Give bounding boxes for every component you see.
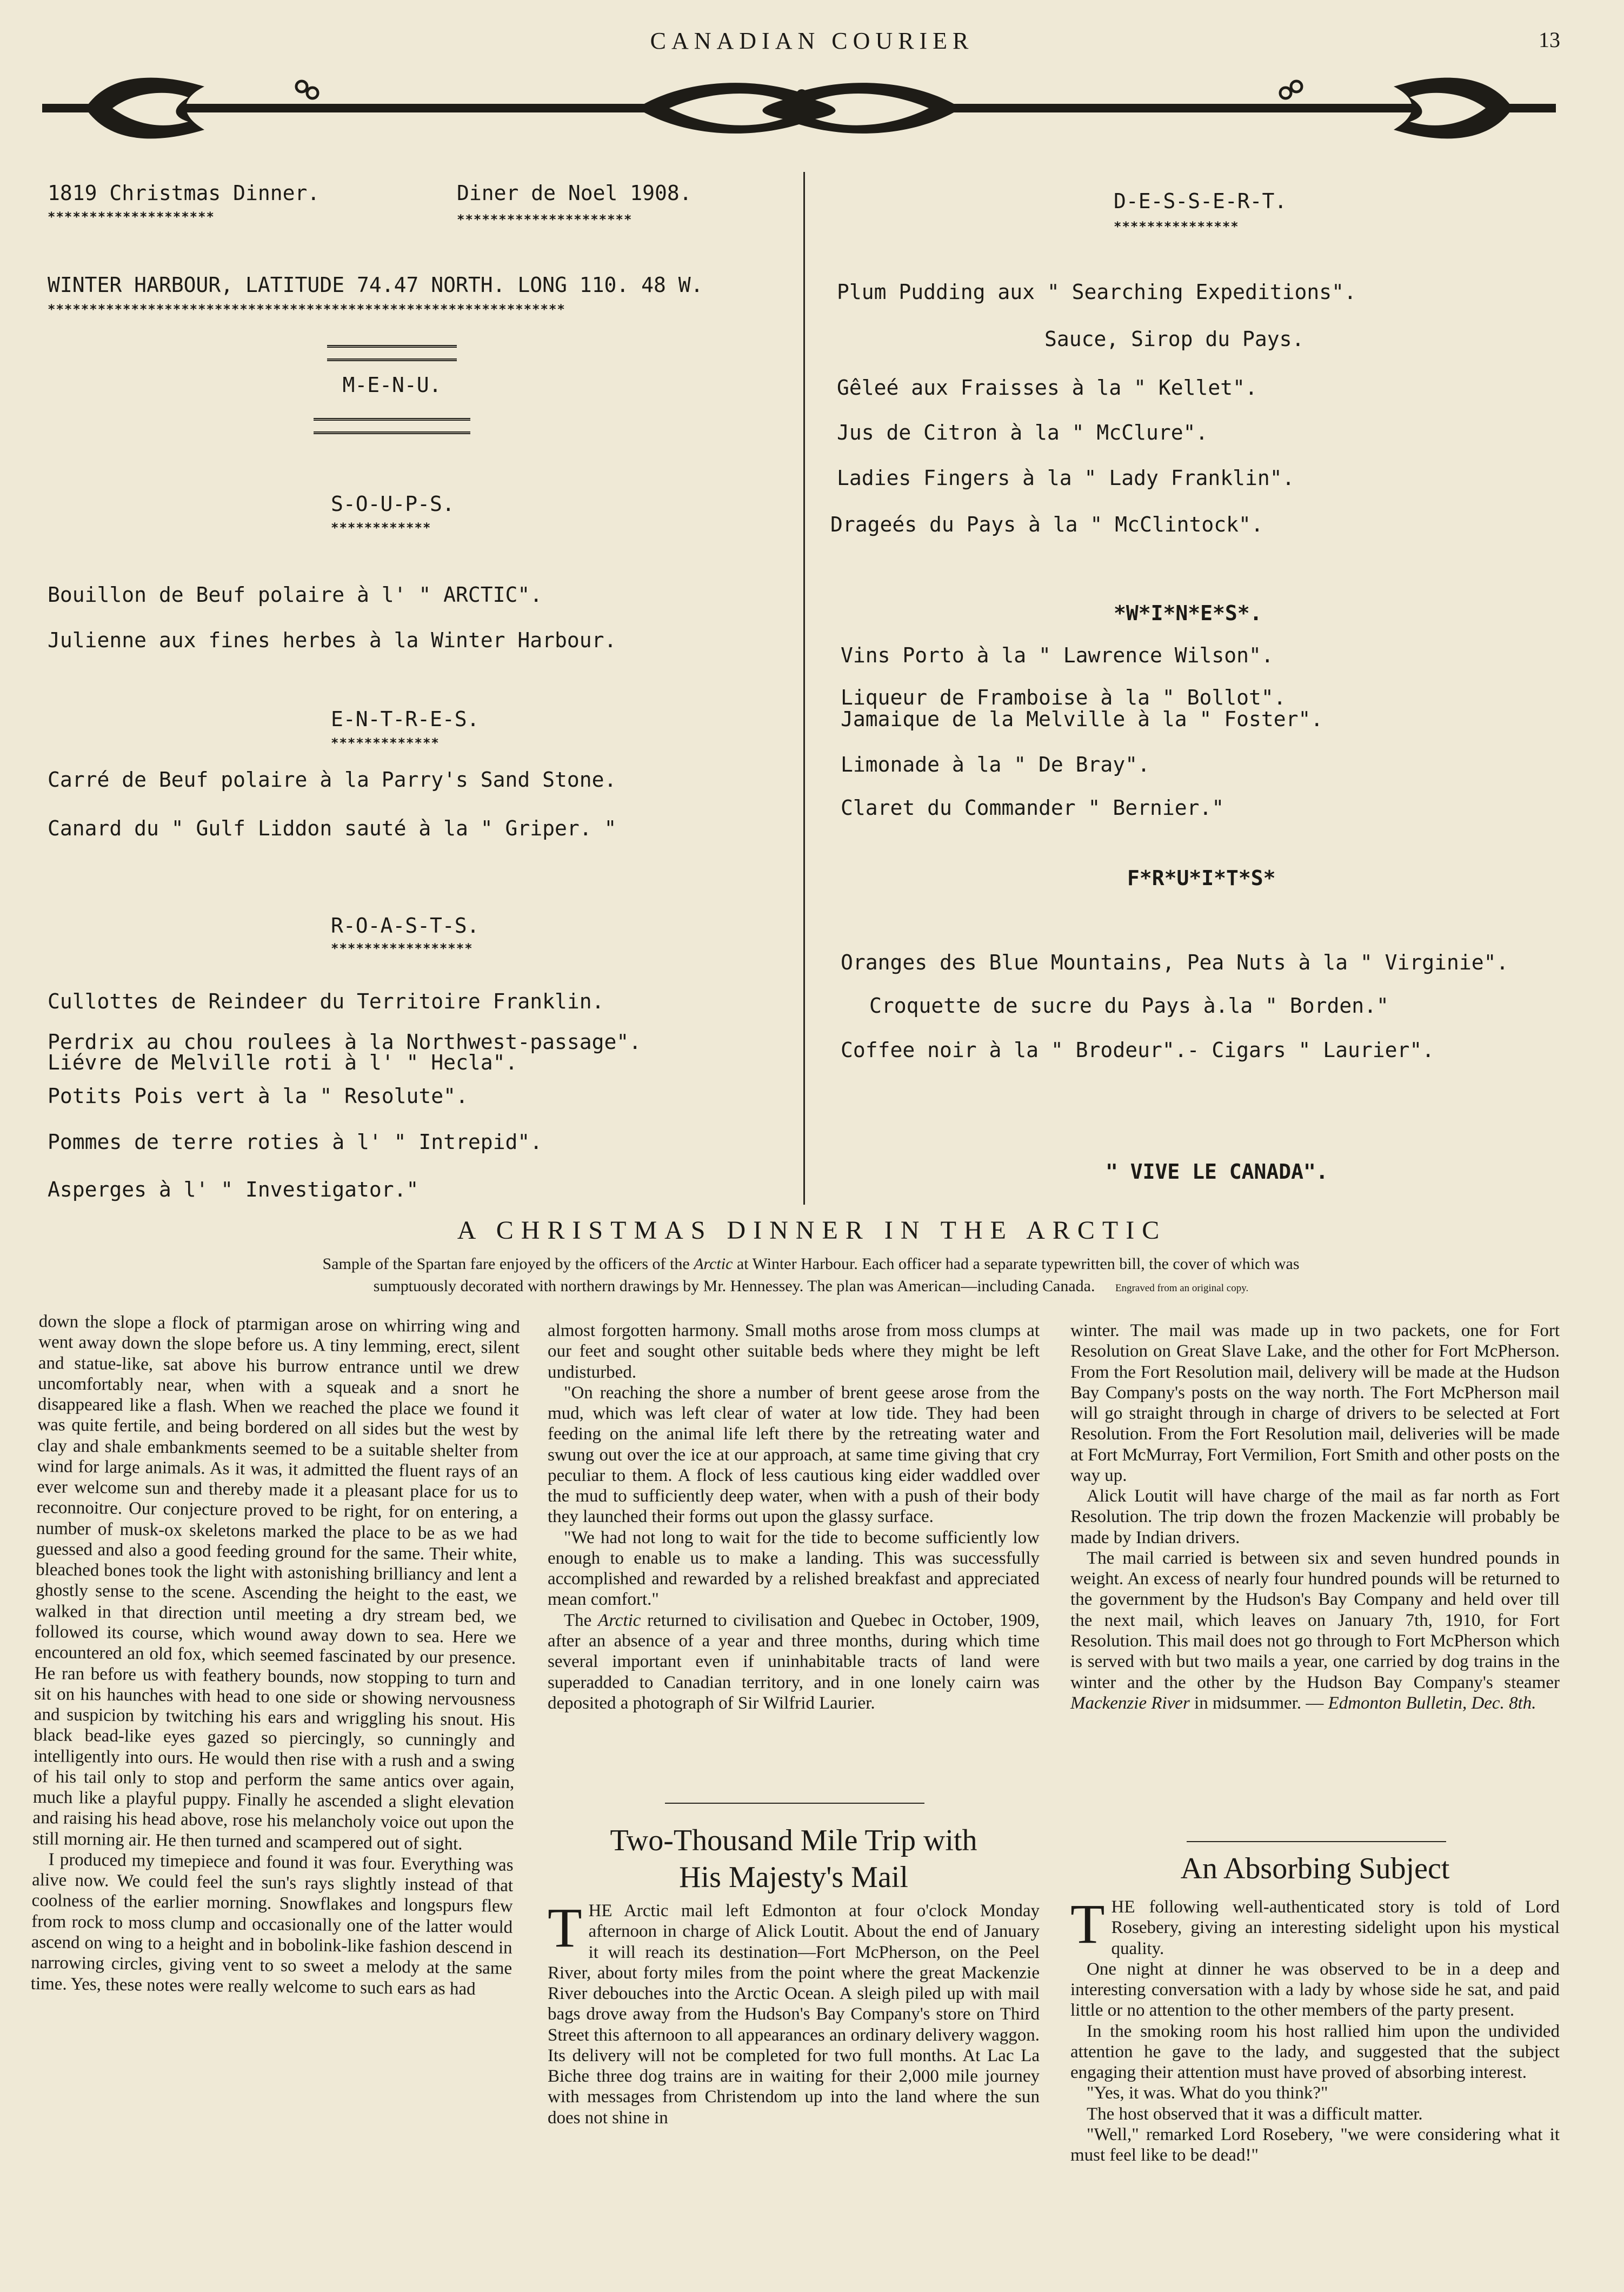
dessert-item: Drageés du Pays à la " McClintock". [830,513,1263,536]
page-number: 13 [1539,28,1560,52]
section-rule [1187,1841,1446,1842]
dessert-item: Gêleé aux Fraisses à la " Kellet". [837,376,1257,400]
asterisk-rule: ********************* [457,212,633,227]
paragraph: One night at dinner he was observed to be in a deep and interesting conversation with a lady by whose side he sat, and paid little or no attention to the other members of the party present. [1070,1959,1560,2021]
hatch-rule [314,418,470,434]
article-column-1 [31,1311,520,2000]
paragraph: "Yes, it was. What do you think?" [1087,2083,1328,2103]
ship-name: Arctic [598,1610,641,1630]
fruit-item: Coffee noir à la " Brodeur".- Cigars " Laurier". [841,1038,1435,1062]
wine-item: Liqueur de Framboise à la " Bollot". [841,686,1286,709]
wine-item: Jamaique de la Melville à la " Foster". [841,707,1323,731]
text: HE following well-authenticated story is told of Lord Rosebery, giving an interesting sidelight upon his mystical quality. [1111,1897,1560,1958]
paragraph [1070,1548,1560,1713]
fruit-item: Croquette de sucre du Pays à.la " Borden." [869,994,1389,1018]
dessert-heading: D-E-S-S-E-R-T. [1114,189,1287,213]
article-heading-absorbing: An Absorbing Subject [1180,1852,1450,1885]
roast-item: Pommes de terre roties à l' " Intrepid". [48,1130,543,1154]
figure-caption [119,1253,1503,1297]
paragraph: "Well," remarked Lord Rosebery, "we were considering what it must feel like to be dead!" [1070,2124,1560,2165]
paragraph [1070,1893,1560,1959]
source-credit: Edmonton Bulletin, Dec. 8th. [1328,1693,1536,1713]
section-rule [665,1803,924,1804]
drop-cap: T [1070,1893,1105,1955]
hatch-rule [327,345,457,361]
wine-item: Vins Porto à la " Lawrence Wilson". [841,643,1274,667]
paragraph: down the slope a flock of ptarmigan arose on whirring wing and went away down the slope before us. A tiny lemming, erect, silent and statue-like, sat above his burrow entrance until we drew uncomfortably near, when with a squeak and a snort he disappeared like a flash. When we reached the place we found it was quite fertile, and being bordered on all sides but the west by clay and shale embankments seemed to be a suitable shelter from wind for large animals. As it was, it admitted the fluent rays of an ever welcome sun and thereby made it a pleasant place for us to reconnoitre. Our conjecture proved to be right, for on entering, a number of musk-ox skeletons marked the place to be as we had guessed and also a good feeding ground for the same. Their white, bleached bones took the light with astonishing brilliancy and lent a ghostly sense to the scene. Ascending the height to the east, we walked in that direction until meeting a dry stream bed, we followed its course, which wound away down to sea. Here we encountered an old fox, which seemed fascinated by our presence. He ran before us with feathery bounds, now stopping to turn and sit on his haunches with head to one side or showing nervousness and suspicion by twitching his ears and wriggling his snout. His black bead-like eyes gazed so piercingly, so cunningly and intelligently into ours. He would then rise with a rush and a swing of his tail only to stop and perform the same antics over again, much like a playful puppy. Finally he ascended a slight elevation and raising his head above, rose his melancholy voice out upon the still morning air. He then turned and scampered out of sight. [32,1312,520,1854]
paragraph [548,1610,1040,1713]
caption-text: sumptuously decorated with northern drawings by Mr. Hennessey. The plan was American—including Canada. [373,1277,1095,1295]
paragraph [548,1897,1040,2128]
masthead: CANADIAN COURIER [650,28,974,54]
asterisk-rule: ************* [331,735,440,750]
text: in midsummer. — [1189,1693,1328,1713]
text: returned to civilisation and Quebec in October, 1909, after an absence of a year and three months, during which time several important even if uninhabitable tracts of land were superadded to Canadian territory, and in one lonely cairn was deposited a photograph of Sir Wilfrid Laurier. [548,1610,1040,1713]
paragraph: Alick Loutit will have charge of the mail as far north as Fort Resolution. The trip down the frozen Mackenzie will probably be made by Indian drivers. [1070,1486,1560,1547]
article-column-3 [1070,1320,1560,1713]
dessert-item: Jus de Citron à la " McClure". [837,421,1208,444]
text: The [564,1610,598,1630]
menu-heading-box [314,345,470,440]
fruit-item: Oranges des Blue Mountains, Pea Nuts à la " Virginie". [841,951,1509,974]
menu-location: WINTER HARBOUR, LATITUDE 74.47 NORTH. LONG 110. 48 W. [48,273,703,297]
mail-article-body [548,1897,1040,2128]
article-heading-mail [548,1822,1040,1896]
paragraph: "We had not long to wait for the tide to become sufficiently low enough to enable us to make a landing. This was successfully accomplished and rewarded by a relished breakfast and appreciated mean comfort." [548,1527,1040,1610]
menu-column-divider [803,172,805,1205]
asterisk-rule: ***************** [331,941,473,956]
ship-name: Mackenzie River [1070,1693,1190,1713]
entree-item: Carré de Beuf polaire à la Parry's Sand Stone. [48,768,617,792]
drop-cap: T [548,1897,582,1959]
entrees-heading: E-N-T-R-E-S. [331,707,480,731]
roasts-heading: R-O-A-S-T-S. [331,914,480,938]
paragraph: In the smoking room his host rallied him upon the undivided attention he gave to the lady, and suggested that the subject engaging their attention must have proved of absorbing interest. [1070,2021,1560,2083]
soup-item: Julienne aux fines herbes à la Winter Harbour. [48,628,617,652]
soup-item: Bouillon de Beuf polaire à l' " ARCTIC". [48,583,543,607]
entree-item: Canard du " Gulf Liddon sauté à la " Griper. " [48,816,617,840]
paragraph: almost forgotten harmony. Small moths arose from moss clumps at our feet and sought other suitable beds where they might be left undisturbed. [548,1321,1040,1382]
wine-item: Limonade à la " De Bray". [841,753,1150,776]
asterisk-rule: *************** [1114,219,1239,234]
soups-heading: S-O-U-P-S. [331,492,455,516]
dessert-item: Ladies Fingers à la " Lady Franklin". [837,466,1295,490]
paragraph: winter. The mail was made up in two packets, one for Fort Resolution on Great Slave Lake, and the other for Fort McPherson. From the Fort Resolution mail, delivery will be made at the Hudson Bay Company's posts on the way north. The Fort McPherson mail will go straight through in charge of drivers to be selected at Fort Resolution. From the Fort Resolution mail, deliveries will be made at Fort McMurray, Fort Vermilion, Fort Smith and other posts on the way up. [1070,1321,1560,1485]
roast-item: Liévre de Melville roti à l' " Hecla". [48,1051,518,1074]
paragraph: "On reaching the shore a number of brent geese arose from the mud, which was left clear of water at low tide. They had been feeding on the animal life left there by the retreating water and swung out over the ice at our approach, at same time giving that cry peculiar to them. A flock of less cautious king eider waddled over the mud to sufficiently deep water, when with a push of their body they launched their forms out upon the glassy surface. [548,1383,1040,1527]
asterisk-rule: ************************************************************** [48,302,565,317]
menu-title-1819: 1819 Christmas Dinner. [48,181,320,205]
caption-text: Sample of the Spartan fare enjoyed by the officers of the [322,1255,694,1273]
roast-item: Cullottes de Reindeer du Territoire Franklin. [48,989,604,1013]
absorbing-article-body [1070,1893,1560,2165]
menu-title-1908: Diner de Noel 1908. [457,181,692,205]
text: HE Arctic mail left Edmonton at four o'clock Monday afternoon in charge of Alick Loutit. About the end of January it will reach its destination—Fort McPherson, on the Peel River, about forty miles from the point where the great Mackenzie River debouches into the Arctic Ocean. A sleigh piled up with mail bags drove away from the Hudson's Bay Company's store on Third Street this afternoon to all appearances an ordinary delivery waggon. Its delivery will not be completed for two full months. At Lac La Biche three dog trains are in waiting for their 2,000 mile journey with messages from Christendom up into the land where the sun does not shine in [548,1901,1040,2128]
asterisk-rule: ************ [331,520,431,535]
paragraph: I produced my timepiece and found it was four. Everything was alive now. We could feel the sun's rays slightly instead of that coolness of the earlier morning. Snowflakes and longspurs flew from rock to moss clump and occasionally one of the latter would ascend on wing to a height and in bobolink-like fashion descend in narrowing circles, giving vent to so sweet a melody at the same time. Yes, these notes were really welcome to such ears as had [30,1850,514,1999]
engraving-credit: Engraved from an original copy. [1115,1282,1249,1294]
asterisk-rule: ******************** [48,209,215,224]
article-column-2 [548,1320,1040,1713]
holly-garland-ornament [42,65,1556,151]
wine-item: Claret du Commander " Bernier." [841,796,1224,820]
heading-line: Two-Thousand Mile Trip with [610,1824,977,1857]
text: The mail carried is between six and seven hundred pounds in weight. An excess of nearly four hundred pounds will be returned to the government by the Hudson's Bay Company and held over till the next mail, which leaves on January 7th, 1910, for Fort Resolution. This mail does not go through to Fort McPherson which is served with but two mails a year, one carried by dog trains in the winter and the other by the Hudson Bay Company's steamer [1070,1548,1560,1692]
fruits-heading: F*R*U*I*T*S* [1127,866,1276,890]
dessert-sauce: Sauce, Sirop du Pays. [1044,327,1304,351]
roast-item: Perdrix au chou roulees à la Northwest-passage". [48,1030,642,1054]
roast-item: Asperges à l' " Investigator." [48,1178,419,1201]
dessert-item: Plum Pudding aux " Searching Expeditions". [837,280,1356,304]
menu-word: M-E-N-U. [342,373,442,397]
figure-title: A CHRISTMAS DINNER IN THE ARCTIC [457,1216,1167,1245]
wines-heading: *W*I*N*E*S*. [1114,601,1262,625]
heading-line: His Majesty's Mail [679,1861,908,1895]
roast-item: Potits Pois vert à la " Resolute". [48,1084,468,1108]
paragraph: The host observed that it was a difficult matter. [1087,2104,1423,2124]
menu-closing: " VIVE LE CANADA". [1106,1160,1328,1184]
caption-text: at Winter Harbour. Each officer had a separate typewritten bill, the cover of which was [733,1255,1300,1273]
caption-ship-name: Arctic [694,1255,733,1273]
